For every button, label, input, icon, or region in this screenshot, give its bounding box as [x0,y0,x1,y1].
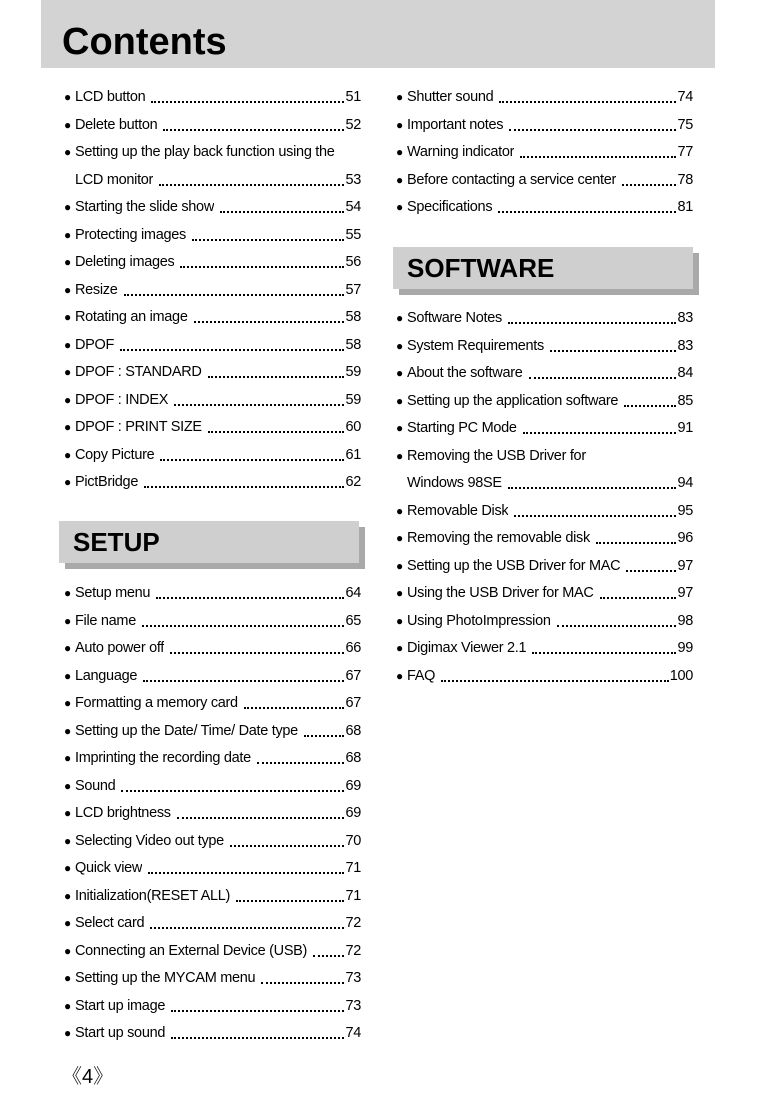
dot-leader [143,679,344,682]
bullet-icon: ● [64,778,71,793]
bullet-icon: ● [64,943,71,958]
toc-entry-page: 65 [345,612,361,629]
bullet-icon: ● [396,531,403,545]
toc-entry-label: Software Notes [407,310,502,326]
dot-leader [557,624,677,627]
dot-leader [124,293,345,296]
toc-entry-page: 74 [345,1025,361,1041]
toc-entry-page: 72 [345,915,361,931]
dot-leader [520,155,676,158]
dot-leader [148,871,344,874]
toc-entry-label: Sound [75,777,116,794]
toc-entry[interactable] [64,635,361,663]
toc-entry-page: 52 [345,116,361,133]
bullet-icon: ● [64,861,71,875]
toc-entry[interactable] [64,277,361,305]
toc-playback-list [64,84,361,497]
toc-entry[interactable] [64,993,361,1021]
toc-entry-page: 71 [345,887,361,904]
toc-entry-label: Shutter sound [407,89,494,105]
toc-entry-page: 55 [345,226,361,243]
toc-entry[interactable] [64,745,361,773]
toc-entry-label: File name [75,612,136,629]
toc-entry[interactable] [64,580,361,608]
toc-entry-page: 53 [345,171,361,188]
bullet-icon: ● [396,393,403,408]
bullet-icon: ● [396,172,403,187]
toc-entry[interactable] [396,84,693,112]
toc-entry-page: 99 [677,640,693,656]
dot-leader [220,210,344,213]
toc-entry-page: 58 [345,336,361,353]
toc-entry[interactable] [64,608,361,636]
toc-entry[interactable] [64,442,361,470]
toc-entry[interactable] [64,800,361,828]
page-title: Contents [62,21,227,63]
toc-entry-page: 59 [345,391,361,408]
toc-entry[interactable] [64,690,361,718]
bullet-icon: ● [64,751,71,765]
bullet-icon: ● [64,475,71,489]
toc-entry[interactable] [64,773,361,801]
toc-entry-page: 97 [677,585,693,601]
dot-leader [230,844,345,847]
toc-entry[interactable] [396,443,693,471]
toc-entry[interactable] [396,194,693,222]
toc-entry-label: Windows 98SE [407,475,502,491]
toc-entry[interactable] [396,112,693,140]
dot-leader [171,1036,344,1039]
toc-entry-page: 59 [345,364,361,380]
section-header-setup [59,521,359,563]
bullet-icon: ● [64,337,71,352]
bullet-icon: ● [396,366,403,380]
bullet-icon: ● [64,641,71,655]
dot-leader [142,624,345,627]
section-title-setup: SETUP [73,527,160,557]
bullet-icon: ● [64,117,71,132]
toc-entry-label: Selecting Video out type [75,832,224,849]
dot-leader [120,348,344,351]
bullet-icon: ● [396,421,403,435]
toc-entry[interactable] [396,580,693,608]
dot-leader [192,238,345,241]
bullet-icon: ● [64,971,71,985]
toc-entry-page: 97 [677,557,693,574]
toc-entry-label: Deleting images [75,254,175,270]
dot-leader [304,734,345,737]
dot-leader [523,431,677,434]
toc-entry-page: 51 [345,89,361,105]
toc-entry[interactable] [396,139,693,167]
toc-entry[interactable] [396,415,693,443]
dot-leader [171,1009,344,1012]
dot-leader [529,376,677,379]
toc-entry-label: Copy Picture [75,446,155,463]
toc-entry[interactable] [396,663,693,691]
bullet-icon: ● [64,392,71,407]
toc-entry[interactable] [64,910,361,938]
dot-leader [514,514,676,517]
dot-leader [160,458,344,461]
toc-entry-page: 67 [345,667,361,684]
toc-entry-label: Removing the USB Driver for [407,447,586,464]
dot-leader [441,679,669,682]
toc-entry[interactable] [64,469,361,497]
toc-entry-page: 98 [677,612,693,629]
toc-entry-label: Delete button [75,116,158,133]
toc-entry[interactable] [64,414,361,442]
dot-leader [498,210,676,213]
toc-entry-page: 61 [345,446,361,463]
toc-entry[interactable] [396,360,693,388]
toc-entry-page: 77 [677,144,693,160]
section-header-software [393,247,693,289]
toc-entry[interactable] [64,828,361,856]
dot-leader [596,541,677,544]
toc-entry-page: 54 [345,199,361,215]
toc-entry-label: PictBridge [75,474,139,490]
toc-entry-label: Auto power off [75,640,165,656]
bullet-icon: ● [64,613,71,628]
toc-entry-page: 94 [677,475,693,491]
toc-entry-label: Start up sound [75,1025,166,1041]
bullet-icon: ● [64,586,71,600]
dot-leader [313,954,344,957]
bullet-icon: ● [396,90,403,104]
toc-entry-label: Formatting a memory card [75,695,238,711]
toc-entry-label: Setup menu [75,585,151,601]
toc-entry-label: Protecting images [75,226,186,243]
toc-entry-label: Setting up the play back function using the [75,144,335,160]
dot-leader [144,485,344,488]
toc-entry[interactable] [64,112,361,140]
bullet-icon: ● [64,227,71,242]
dot-leader [163,128,344,131]
toc-entry[interactable] [64,359,361,387]
bullet-icon: ● [396,668,403,683]
toc-entry-label: Setting up the MYCAM menu [75,970,256,986]
toc-entry-page: 67 [345,695,361,711]
toc-entry-label: System Requirements [407,337,544,354]
toc-entry-page: 73 [345,997,361,1014]
dot-leader [499,100,676,103]
toc-entry-label: Digimax Viewer 2.1 [407,640,527,656]
dot-leader [261,981,344,984]
toc-entry[interactable] [396,333,693,361]
toc-entry-label: Setting up the USB Driver for MAC [407,557,621,574]
page-number: 《4》 [62,1066,114,1088]
toc-entry[interactable] [396,553,693,581]
toc-entry-label: DPOF : STANDARD [75,364,202,380]
dot-leader [624,404,676,407]
toc-entry-label: FAQ [407,667,436,684]
bullet-icon: ● [396,586,403,600]
bullet-icon: ● [396,641,403,655]
toc-entry-label: Connecting an External Device (USB) [75,942,308,959]
toc-entry[interactable] [396,305,693,333]
bullet-icon: ● [64,806,71,820]
toc-entry[interactable] [396,167,693,195]
dot-leader [508,486,677,489]
bullet-icon: ● [396,117,403,132]
toc-entry-page: 91 [677,420,693,436]
section-title-software: SOFTWARE [407,253,555,283]
toc-entry-page: 83 [677,310,693,326]
bullet-icon: ● [64,145,71,159]
bullet-icon: ● [396,558,403,573]
dot-leader [174,403,344,406]
toc-entry-page: 70 [345,832,361,849]
bullet-icon: ● [64,833,71,848]
dot-leader [121,789,344,792]
toc-entry-page: 57 [345,281,361,298]
dot-leader [194,320,345,323]
toc-entry-label: Specifications [407,199,493,215]
bullet-icon: ● [64,998,71,1013]
toc-entry[interactable] [64,938,361,966]
toc-entry-page: 60 [345,419,361,435]
toc-entry-label: Warning indicator [407,144,515,160]
bullet-icon: ● [64,200,71,214]
toc-entry[interactable] [396,608,693,636]
toc-entry-label: LCD monitor [75,171,154,188]
toc-entry[interactable] [64,883,361,911]
bullet-icon: ● [396,338,403,353]
toc-entry-page: 74 [677,89,693,105]
toc-entry[interactable] [64,332,361,360]
toc-entry-label: LCD brightness [75,805,171,821]
dot-leader [159,183,344,186]
bullet-icon: ● [396,448,403,463]
bullet-icon: ● [64,447,71,462]
toc-entry-label: Removable Disk [407,502,509,519]
dot-leader [208,430,345,433]
dot-leader [600,596,677,599]
toc-entry-page: 69 [345,777,361,794]
toc-entry-label: DPOF : INDEX [75,391,169,408]
dot-leader [177,816,345,819]
toc-entry-page: 95 [677,502,693,519]
bullet-icon: ● [64,420,71,434]
toc-entry-page: 96 [677,530,693,546]
dot-leader [622,183,676,186]
toc-entry[interactable] [64,167,361,195]
toc-entry-page: 81 [677,199,693,215]
toc-entry-label: Start up image [75,997,166,1014]
toc-entry[interactable] [64,249,361,277]
toc-entry-label: Initialization(RESET ALL) [75,887,231,904]
toc-entry-label: About the software [407,365,523,381]
dot-leader [509,128,676,131]
dot-leader [626,569,676,572]
toc-entry-page: 100 [669,667,693,684]
bullet-icon: ● [396,613,403,628]
toc-entry-page: 62 [345,474,361,490]
dot-leader [151,100,344,103]
bullet-icon: ● [64,668,71,683]
toc-entry-label: Starting PC Mode [407,420,517,436]
toc-entry[interactable] [64,194,361,222]
toc-entry-label: Important notes [407,116,504,133]
toc-entry-label: Setting up the application software [407,392,619,409]
toc-entry-label: Select card [75,915,145,931]
bullet-icon: ● [64,282,71,297]
dot-leader [170,651,344,654]
bullet-icon: ● [396,200,403,214]
bullet-icon: ● [64,916,71,930]
bullet-icon: ● [64,310,71,324]
toc-entry-page: 68 [345,750,361,766]
dot-leader [257,761,345,764]
toc-entry-label: Using the USB Driver for MAC [407,585,594,601]
dot-leader [508,321,677,324]
toc-entry-page: 64 [345,585,361,601]
toc-entry-label: Using PhotoImpression [407,612,551,629]
toc-entry-label: Removing the removable disk [407,530,590,546]
dot-leader [180,265,344,268]
toc-entry-page: 68 [345,722,361,739]
toc-setup-list [64,580,361,1048]
toc-entry-page: 69 [345,805,361,821]
bullet-icon: ● [396,311,403,325]
toc-entry[interactable] [64,718,361,746]
dot-leader [156,596,344,599]
toc-entry-label: DPOF : PRINT SIZE [75,419,202,435]
toc-entry[interactable] [64,663,361,691]
bullet-icon: ● [396,145,403,159]
toc-entry[interactable] [64,1020,361,1048]
toc-entry-label: Resize [75,281,118,298]
dot-leader [150,926,344,929]
toc-entry-page: 84 [677,365,693,381]
toc-entry-label: Starting the slide show [75,199,214,215]
toc-entry[interactable] [64,855,361,883]
toc-entry-label: LCD button [75,89,146,105]
toc-entry-label: Setting up the Date/ Time/ Date type [75,722,298,739]
bullet-icon: ● [64,723,71,738]
toc-entry[interactable] [64,965,361,993]
bullet-icon: ● [64,255,71,269]
toc-entry-page: 58 [345,309,361,325]
toc-entry-page: 73 [345,970,361,986]
toc-entry-page: 83 [677,337,693,354]
toc-entry-page: 71 [345,860,361,876]
toc-entry-page: 66 [345,640,361,656]
toc-entry-page: 75 [677,116,693,133]
dot-leader [550,349,677,352]
toc-entry[interactable] [396,470,693,498]
toc-entry-label: Rotating an image [75,309,188,325]
toc-entry[interactable] [64,84,361,112]
toc-misc-list [396,84,693,222]
toc-entry-label: Quick view [75,860,143,876]
toc-entry[interactable] [396,635,693,663]
toc-entry-page: 85 [677,392,693,409]
toc-entry-label: Before contacting a service center [407,171,617,188]
toc-entry-label: DPOF [75,336,115,353]
dot-leader [244,706,345,709]
bullet-icon: ● [396,503,403,518]
dot-leader [208,375,345,378]
toc-software-list [396,305,693,690]
bullet-icon: ● [64,1026,71,1040]
dot-leader [236,899,344,902]
toc-entry[interactable] [64,139,361,167]
toc-entry[interactable] [64,387,361,415]
toc-entry-label: Imprinting the recording date [75,750,251,766]
toc-entry[interactable] [64,222,361,250]
toc-entry[interactable] [396,388,693,416]
toc-entry-page: 72 [345,942,361,959]
bullet-icon: ● [64,696,71,710]
toc-entry-page: 56 [345,254,361,270]
toc-entry-label: Language [75,667,138,684]
toc-entry[interactable] [396,498,693,526]
toc-entry[interactable] [396,525,693,553]
bullet-icon: ● [64,888,71,903]
bullet-icon: ● [64,90,71,104]
dot-leader [532,651,676,654]
bullet-icon: ● [64,365,71,379]
toc-entry[interactable] [64,304,361,332]
toc-entry-page: 78 [677,171,693,188]
